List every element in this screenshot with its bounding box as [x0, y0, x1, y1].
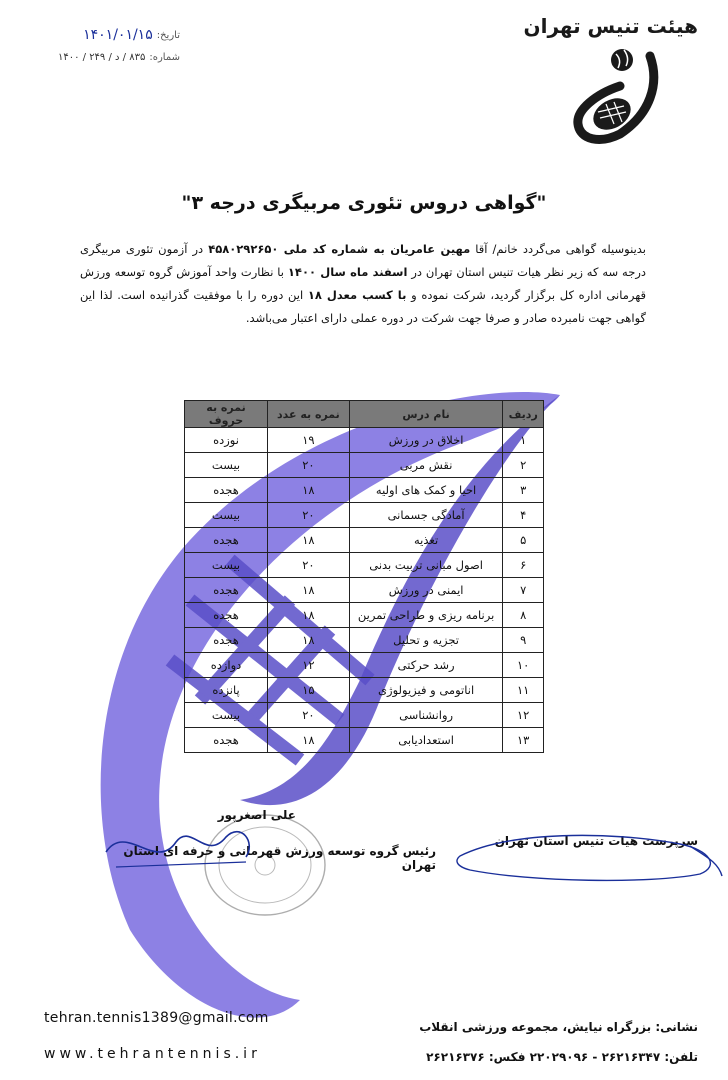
number-row: [40, 46, 180, 68]
score-words: هجده: [185, 478, 268, 503]
score-number: ۱۸: [268, 528, 350, 553]
course-name: احیا و کمک های اولیه: [349, 478, 503, 503]
organization-title: هیئت تنیس تهران: [523, 14, 698, 38]
footer-address-block: [378, 1012, 698, 1072]
score-words: دوازده: [185, 653, 268, 678]
score-words: بیست: [185, 703, 268, 728]
tennis-racket-logo-icon: [560, 44, 688, 154]
row-index: ۲: [503, 453, 544, 478]
score-number: ۱۲: [268, 653, 350, 678]
course-name: آمادگی جسمانی: [349, 503, 503, 528]
row-index: ۱۳: [503, 728, 544, 753]
average-grade: با کسب معدل ۱۸: [307, 288, 407, 302]
score-number: ۱۵: [268, 678, 350, 703]
footer-email: tehran.tennis1389@gmail.com: [44, 1010, 269, 1026]
date-label: تاریخ:: [156, 29, 180, 41]
row-index: ۱: [503, 428, 544, 453]
score-number: ۲۰: [268, 703, 350, 728]
number-label: شماره:: [149, 51, 180, 63]
score-words: هجده: [185, 603, 268, 628]
score-number: ۱۸: [268, 728, 350, 753]
score-words: هجده: [185, 728, 268, 753]
table-row: [185, 478, 544, 503]
table-header-row: [185, 401, 544, 428]
course-name: اخلاق در ورزش: [349, 428, 503, 453]
score-number: ۱۸: [268, 478, 350, 503]
course-name: نقش مربی: [349, 453, 503, 478]
body-supervision-text: با نظارت واحد آموزش گروه توسعه ورزش قهرمانی اداره کل برگزار گردید، شرکت نموده و: [80, 265, 646, 302]
table-row: [185, 603, 544, 628]
table-row: [185, 503, 544, 528]
row-index: ۱۰: [503, 653, 544, 678]
table-row: [185, 528, 544, 553]
table-row: [185, 428, 544, 453]
row-index: ۵: [503, 528, 544, 553]
score-number: ۱۹: [268, 428, 350, 453]
score-words: بیست: [185, 503, 268, 528]
certificate-title: "گواهی دروس تئوری مربیگری درجه ۳": [181, 192, 547, 214]
header-score-words: نمره به حروف: [185, 401, 268, 428]
right-signature-scribble: [450, 826, 728, 886]
grades-table: [184, 400, 544, 753]
number-value: ۸۳۵ / د / ۲۴۹ / ۱۴۰۰: [57, 51, 146, 63]
score-words: هجده: [185, 528, 268, 553]
body-exam-text: در آزمون تئوری مربیگری درجه سه که زیر نظر هیات تنیس استان تهران در: [80, 242, 646, 279]
row-index: ۹: [503, 628, 544, 653]
score-number: ۱۸: [268, 578, 350, 603]
course-name: ایمنی در ورزش: [349, 578, 503, 603]
score-number: ۲۰: [268, 453, 350, 478]
score-words: هجده: [185, 578, 268, 603]
left-signature-scribble: [96, 812, 266, 882]
document-meta: [40, 24, 180, 68]
signatory-role-left: رئیس گروه توسعه ورزش قهرمانی و حرفه ای استان تهران: [123, 844, 436, 872]
table-row: [185, 453, 544, 478]
table-row: [185, 728, 544, 753]
course-name: برنامه ریزی و طراحی تمرین: [349, 603, 503, 628]
table-row: [185, 553, 544, 578]
course-name: تجزیه و تحلیل: [349, 628, 503, 653]
footer-phones: تلفن: ۲۶۲۱۶۳۴۷ - ۲۲۰۲۹۰۹۶ فکس: ۲۶۲۱۶۳۷۶: [426, 1050, 698, 1064]
header-score-number: نمره به عدد: [268, 401, 350, 428]
score-number: ۱۸: [268, 628, 350, 653]
footer-website: www.tehrantennis.ir: [44, 1046, 261, 1062]
row-index: ۱۲: [503, 703, 544, 728]
course-name: رشد حرکتی: [349, 653, 503, 678]
score-words: بیست: [185, 553, 268, 578]
score-number: ۲۰: [268, 503, 350, 528]
course-name: اصول مبانی تربیت بدنی: [349, 553, 503, 578]
row-index: ۸: [503, 603, 544, 628]
table-row: [185, 578, 544, 603]
footer-contacts: [44, 1010, 269, 1062]
score-words: پانزده: [185, 678, 268, 703]
row-index: ۳: [503, 478, 544, 503]
score-number: ۲۰: [268, 553, 350, 578]
signatory-name: علی اصغرپور: [217, 808, 296, 822]
score-words: بیست: [185, 453, 268, 478]
row-index: ۶: [503, 553, 544, 578]
course-name: روانشناسی: [349, 703, 503, 728]
exam-date: اسفند ماه سال ۱۴۰۰: [287, 265, 408, 279]
table-row: [185, 678, 544, 703]
date-row: [40, 24, 180, 46]
row-index: ۷: [503, 578, 544, 603]
table-row: [185, 628, 544, 653]
header-index: ردیف: [503, 401, 544, 428]
date-value: ۱۴۰۱/۰۱/۱۵: [83, 27, 153, 43]
score-words: هجده: [185, 628, 268, 653]
score-words: نوزده: [185, 428, 268, 453]
body-closing-text: این دوره را با موفقیت گذرانیده است. لذا این گواهی جهت نامبرده صادر و صرفا جهت شرکت در دوره عملی دارای اعتبار می‌باشد.: [80, 288, 646, 325]
course-name: اناتومی و فیزیولوژی: [349, 678, 503, 703]
footer-address: نشانی: بزرگراه نیایش، مجموعه ورزشی انقلاب: [419, 1020, 698, 1034]
row-index: ۱۱: [503, 678, 544, 703]
header-course: نام درس: [349, 401, 503, 428]
certificate-body: [80, 238, 646, 330]
table-row: [185, 703, 544, 728]
signatory-role-right: سرپرست هیات تنیس استان تهران: [494, 834, 698, 848]
table-row: [185, 653, 544, 678]
course-name: تغذیه: [349, 528, 503, 553]
row-index: ۴: [503, 503, 544, 528]
score-number: ۱۸: [268, 603, 350, 628]
body-intro: بدینوسیله گواهی می‌گردد خانم/ آقا: [475, 242, 647, 256]
student-name-id: مهین عامریان به شماره کد ملی ۴۵۸۰۲۹۲۶۵۰: [208, 242, 471, 256]
course-name: استعدادیابی: [349, 728, 503, 753]
